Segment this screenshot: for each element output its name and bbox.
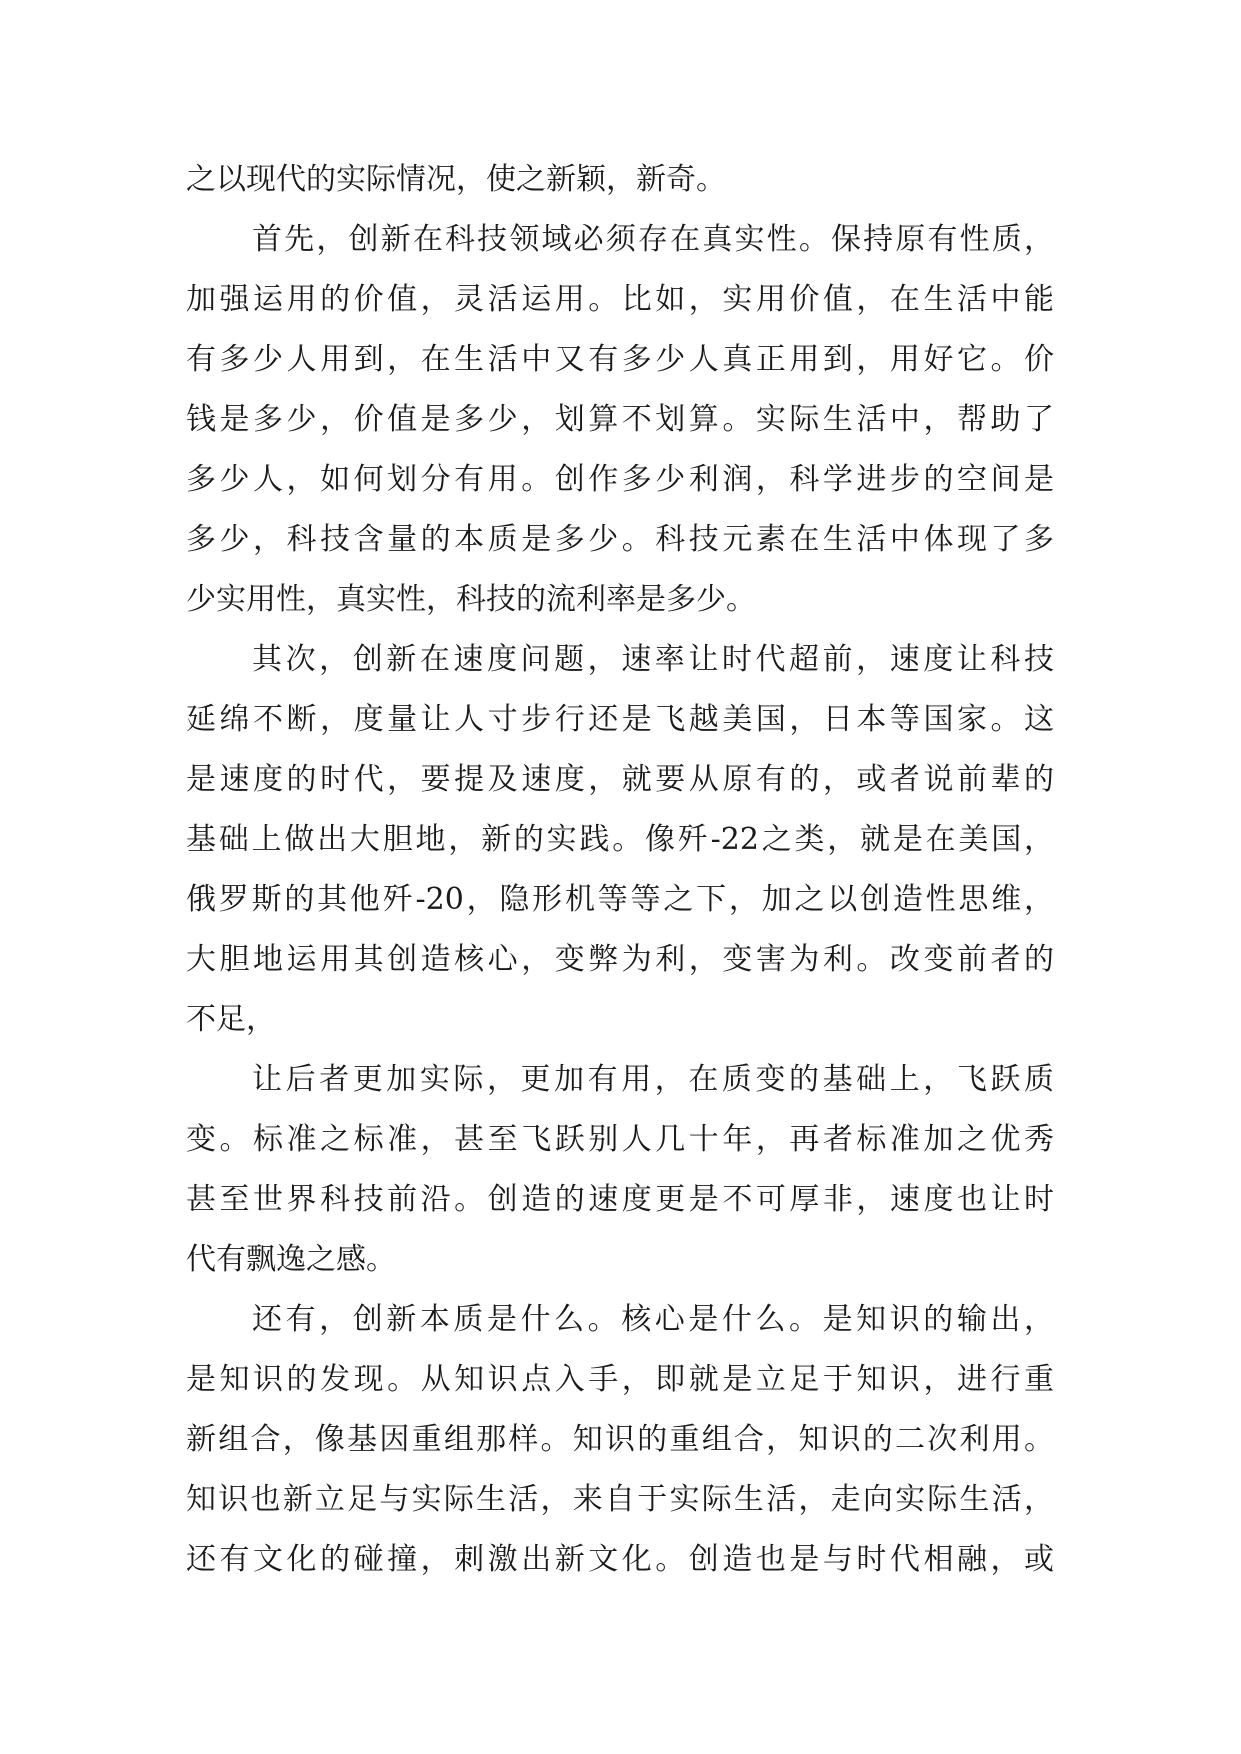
- paragraph-first-line: 首先，创新在科技领域必须存在真实性。保持原有性质，: [252, 222, 1054, 257]
- text-line: 大胆地运用其创造核心，变弊为利，变害为利。改变前者的: [186, 942, 1054, 977]
- text-line: 多少人，如何划分有用。创作多少利润，科学进步的空间是: [186, 462, 1054, 497]
- text-line: 是速度的时代，要提及速度，就要从原有的，或者说前辈的: [186, 762, 1054, 797]
- text-line: 延绵不断，度量让人寸步行还是飞越美国，日本等国家。这: [186, 702, 1054, 737]
- paragraph-first-line: 还有，创新本质是什么。核心是什么。是知识的输出，: [252, 1302, 1054, 1337]
- text-line: 多少，科技含量的本质是多少。科技元素在生活中体现了多: [186, 522, 1054, 557]
- paragraph-first-line: 让后者更加实际，更加有用，在质变的基础上，飞跃质: [252, 1062, 1054, 1097]
- text-line: 是知识的发现。从知识点入手，即就是立足于知识，进行重: [186, 1362, 1054, 1397]
- text-line: 新组合，像基因重组那样。知识的重组合，知识的二次利用。: [186, 1422, 1054, 1457]
- text-line: 变。标准之标准，甚至飞跃别人几十年，再者标准加之优秀: [186, 1122, 1054, 1157]
- document-page: [186, 150, 1054, 1590]
- paragraph-first-line: 其次，创新在速度问题，速率让时代超前，速度让科技: [252, 642, 1054, 677]
- text-line: 基础上做出大胆地，新的实践。像歼-22之类，就是在美国，: [186, 822, 1054, 857]
- text-line: 少实用性，真实性，科技的流利率是多少。: [186, 582, 756, 617]
- text-line: 钱是多少，价值是多少，划算不划算。实际生活中，帮助了: [186, 402, 1054, 437]
- text-line: 之以现代的实际情况，使之新颖，新奇。: [186, 162, 726, 197]
- text-line: 有多少人用到，在生活中又有多少人真正用到，用好它。价: [186, 342, 1054, 377]
- text-line: 加强运用的价值，灵活运用。比如，实用价值，在生活中能: [186, 282, 1054, 317]
- text-line: 不足，: [186, 1002, 276, 1037]
- text-line: 知识也新立足与实际生活，来自于实际生活，走向实际生活，: [186, 1482, 1054, 1517]
- text-line: 代有飘逸之感。: [186, 1242, 396, 1277]
- text-line: 还有文化的碰撞，刺激出新文化。创造也是与时代相融，或: [186, 1542, 1054, 1577]
- text-line: 俄罗斯的其他歼-20，隐形机等等之下，加之以创造性思维，: [186, 882, 1054, 917]
- text-line: 甚至世界科技前沿。创造的速度更是不可厚非，速度也让时: [186, 1182, 1054, 1217]
